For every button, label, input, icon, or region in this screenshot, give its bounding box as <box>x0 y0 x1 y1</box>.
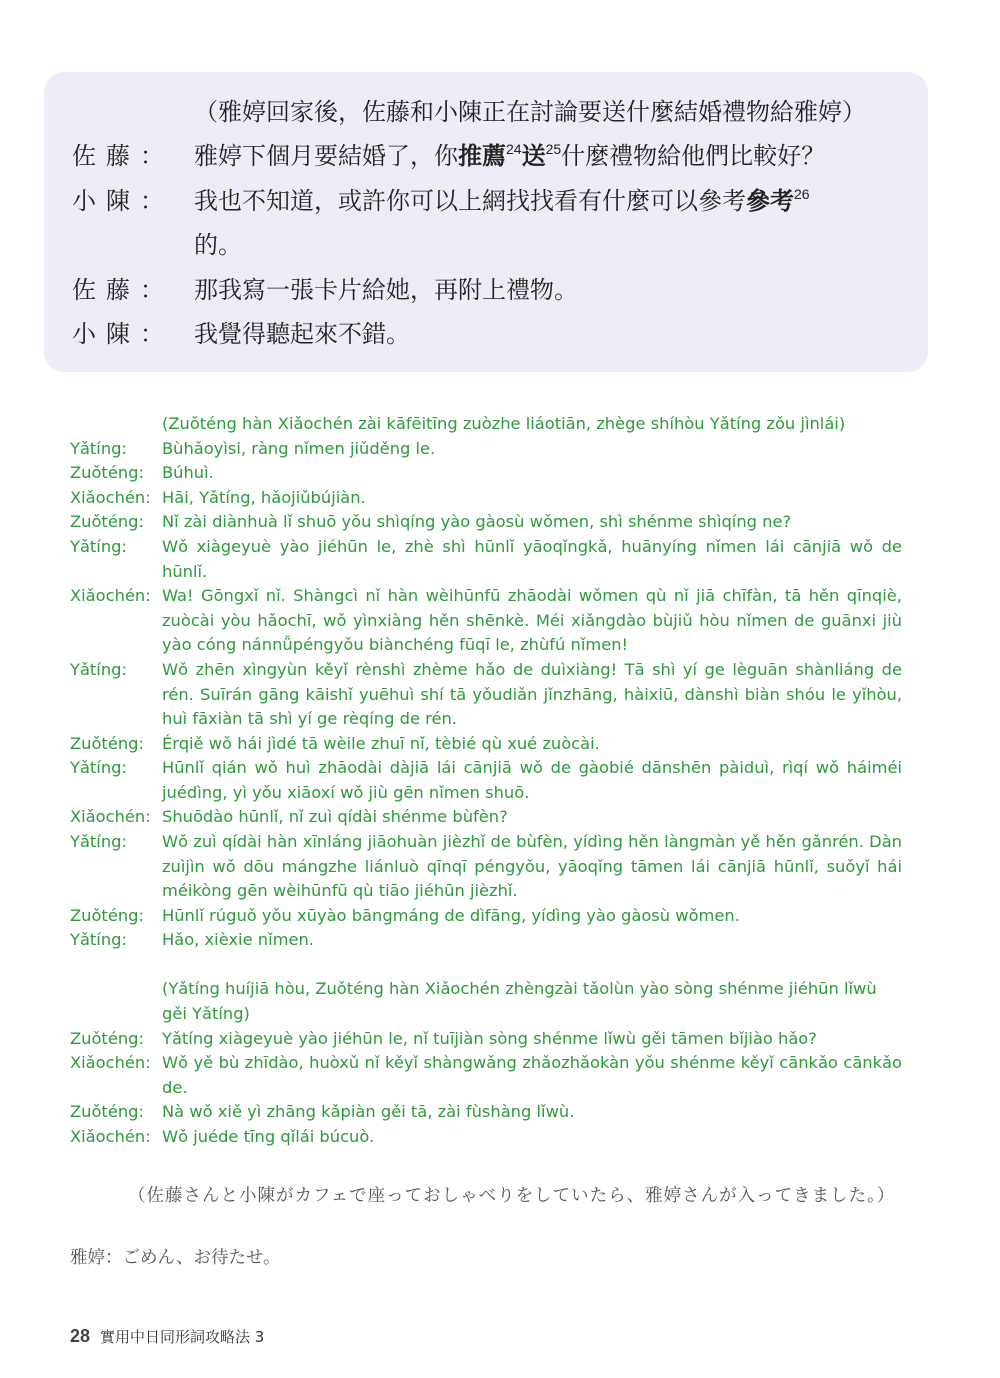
pinyin-speaker: Yǎtíng: <box>70 930 127 949</box>
chinese-dialogue-box <box>44 72 928 372</box>
footnote-26: 26 <box>794 186 810 202</box>
pinyin-speaker: Xiǎochén: <box>70 1053 151 1072</box>
pinyin-text: Shuōdào hūnlǐ, nǐ zuì qídài shénme bùfèn? <box>162 807 508 826</box>
pinyin-speaker: Zuǒténg: <box>70 1102 144 1121</box>
zh-line-1: 雅婷下個月要結婚了，你推薦$^{24}$送$^{25}$什麼禮物給他們比較好？ <box>194 141 826 170</box>
zh-speaker-sato: 佐藤： <box>72 142 174 170</box>
pinyin-text: Hǎo, xièxie nǐmen. <box>162 930 314 949</box>
pinyin-stage-direction-1: (Zuǒténg hàn Xiǎochén zài kāfēitīng zuòzhe liáotiān, zhège shíhòu Yǎtíng zǒu jìnlái) <box>162 414 846 433</box>
page-footer <box>70 1326 264 1347</box>
vocab-song: 送 <box>521 141 546 170</box>
pinyin-text: Búhuì. <box>162 463 214 482</box>
japanese-stage-direction: （佐藤さんと小陳がカフェで座っておしゃべりをしていたら、雅婷さんが入ってきました。） <box>128 1186 896 1206</box>
zh-speaker-chen: 小陳： <box>72 187 174 215</box>
zh-stage-direction: （雅婷回家後，佐藤和小陳正在討論要送什麼結婚禮物給雅婷） <box>194 98 866 126</box>
pinyin-speaker: Xiǎochén: <box>70 807 151 826</box>
footnote-25: 25 <box>545 141 562 157</box>
pinyin-stage-direction-2: (Yǎtíng huíjiā hòu, Zuǒténg hàn Xiǎochén zhèngzài tǎolùn yào sòng shénme jiéhūn lǐwù gěi Yǎtíng) <box>162 979 877 1023</box>
page-number: 28 <box>70 1326 91 1346</box>
pinyin-speaker: Yǎtíng: <box>70 439 127 458</box>
pinyin-speaker: Xiǎochén: <box>70 488 151 507</box>
pinyin-speaker: Yǎtíng: <box>70 832 127 851</box>
pinyin-text: Wǒ zuì qídài hàn xīnláng jiāohuàn jièzhǐ de bùfèn, yídìng hěn làngmàn yě hěn gǎnrén. Dàn zuìjìn wǒ dōu mángzhe liánluò qīnqī péngyǒu, yāoqǐng tāmen lái cānjiā hūnlǐ, suǒyǐ hái méikòng gēn wèihūnfū qù tiāo jiéhūn jièzhǐ. <box>162 832 902 900</box>
pinyin-text: Érqiě wǒ hái jìdé tā wèile zhuī nǐ, tèbié qù xué zuòcài. <box>162 734 600 753</box>
pinyin-text: Wǒ yě bù zhīdào, huòxǔ nǐ kěyǐ shàngwǎng zhǎozhǎokàn yǒu shénme kěyǐ cānkǎo cānkǎo de. <box>162 1053 902 1097</box>
zh-speaker-sato: 佐藤： <box>72 276 174 304</box>
zh-speaker-chen: 小陳： <box>72 320 174 348</box>
pinyin-text: Nà wǒ xiě yì zhāng kǎpiàn gěi tā, zài fùshàng lǐwù. <box>162 1102 575 1121</box>
vocab-tuijian: 推薦 <box>458 141 506 170</box>
pinyin-text: Wǒ zhēn xìngyùn kěyǐ rènshì zhème hǎo de duìxiàng! Tā shì yí ge lèguān shànliáng de rén. Suīrán gāng kāishǐ yuēhuì shí tā yǒudiǎn jǐnzhāng, hàixiū, dànshì biàn shóu le yǐhòu, huì fāxiàn tā shì yí ge rèqíng de rén. <box>162 660 902 728</box>
pinyin-speaker: Yǎtíng: <box>70 537 127 556</box>
pinyin-speaker: Yǎtíng: <box>70 758 127 777</box>
pinyin-speaker: Zuǒténg: <box>70 463 144 482</box>
pinyin-text: Nǐ zài diànhuà lǐ shuō yǒu shìqíng yào gàosù wǒmen, shì shénme shìqíng ne? <box>162 512 792 531</box>
pinyin-text: Hāi, Yǎtíng, hǎojiǔbújiàn. <box>162 488 366 507</box>
vocab-cankao: 參考 <box>746 186 794 215</box>
zh-line-4: 我覺得聽起來不錯。 <box>194 320 410 348</box>
japanese-line: 雅婷：ごめん、お待たせ。 <box>70 1248 281 1268</box>
pinyin-text: Hūnlǐ qián wǒ huì zhāodài dàjiā lái cānjiā wǒ de gàobié dānshēn pàiduì, rìqí wǒ háiméi juédìng, yì yǒu xiāoxí wǒ jiù gēn nǐmen shuō. <box>162 758 902 802</box>
zh-line-2-cont: 的。 <box>194 231 242 259</box>
pinyin-text: Bùhǎoyìsi, ràng nǐmen jiǔděng le. <box>162 439 436 458</box>
pinyin-text: Wǒ juéde tīng qǐlái búcuò. <box>162 1127 375 1146</box>
pinyin-speaker: Zuǒténg: <box>70 512 144 531</box>
pinyin-speaker: Zuǒténg: <box>70 1029 144 1048</box>
pinyin-text: Hūnlǐ rúguǒ yǒu xūyào bāngmáng de dìfāng, yídìng yào gàosù wǒmen. <box>162 906 740 925</box>
zh-line-3: 那我寫一張卡片給她，再附上禮物。 <box>194 276 578 304</box>
pinyin-text: Wǒ xiàgeyuè yào jiéhūn le, zhè shì hūnlǐ yāoqǐngkǎ, huānyíng nǐmen lái cānjiā wǒ de hūnlǐ. <box>162 537 902 581</box>
pinyin-text: Wa! Gōngxǐ nǐ. Shàngcì nǐ hàn wèihūnfū zhāodài wǒmen qù nǐ jiā chīfàn, tā hěn qīnqiè, zuòcài yòu hǎochī, wǒ yìnxiàng hěn shēnkè. Méi xiǎngdào bùjiǔ hòu nǐmen de guānxi jiù yào cóng nánnǚpéngyǒu biànchéng fūqī le, zhùfú nǐmen! <box>162 586 902 654</box>
pinyin-speaker: Yǎtíng: <box>70 660 127 679</box>
pinyin-speaker: Xiǎochén: <box>70 1127 151 1146</box>
pinyin-speaker: Zuǒténg: <box>70 734 144 753</box>
pinyin-text: Yǎtíng xiàgeyuè yào jiéhūn le, nǐ tuījiàn sòng shénme lǐwù gěi tāmen bǐjiào hǎo? <box>162 1029 817 1048</box>
pinyin-speaker: Zuǒténg: <box>70 906 144 925</box>
footnote-24: 24 <box>506 141 522 157</box>
book-title: 實用中日同形詞攻略法 3 <box>100 1328 265 1346</box>
zh-line-2: 我也不知道，或許你可以上網找找看有什麼可以參考參考$^{26}$ <box>194 186 810 215</box>
pinyin-speaker: Xiǎochén: <box>70 586 151 605</box>
